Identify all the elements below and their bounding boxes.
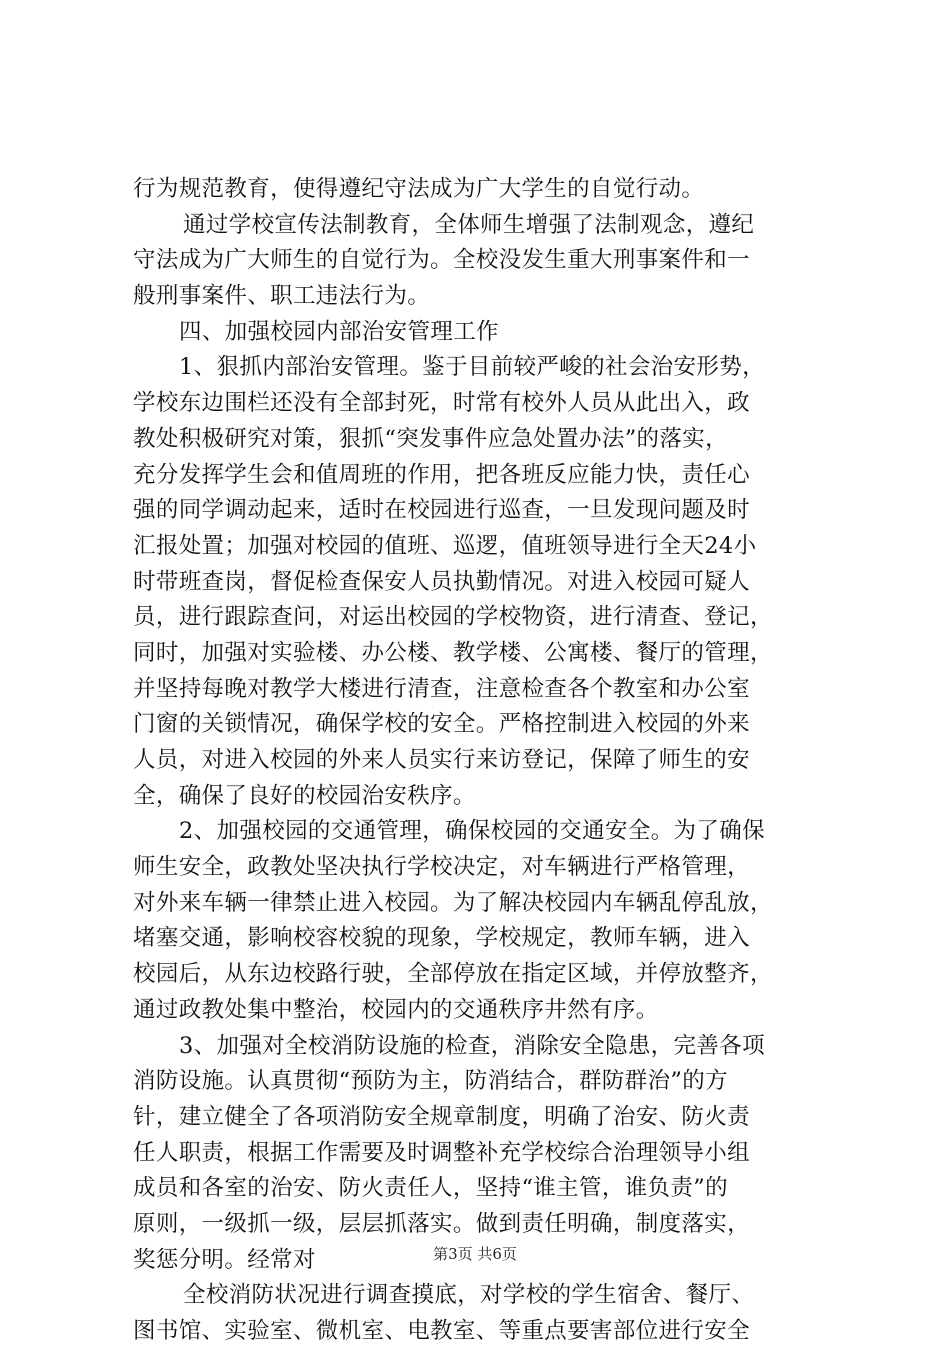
- text-line: 充分发挥学生会和值周班的作用，把各班反应能力快，责任心: [133, 461, 750, 488]
- text-line: 汇报处置；加强对校园的值班、巡逻，值班领导进行全天24小: [133, 532, 757, 559]
- text-line: 1、狠抓内部治安管理。鉴于目前较严峻的社会治安形势，: [179, 354, 765, 381]
- text-line: 校园后，从东边校路行驶，全部停放在指定区域，并停放整齐，: [133, 961, 773, 988]
- document-body: [133, 172, 833, 1350]
- text-line: 般刑事案件、职工违法行为。: [133, 283, 431, 310]
- text-line: 四、加强校园内部治安管理工作: [179, 318, 499, 345]
- text-line: 并坚持每晚对教学大楼进行清查，注意检查各个教室和办公室: [133, 675, 750, 702]
- text-line: 全校消防状况进行调查摸底，对学校的学生宿舍、餐厅、: [183, 1282, 755, 1309]
- text-line: 任人职责，根据工作需要及时调整补充学校综合治理领导小组: [133, 1139, 750, 1166]
- text-line: 堵塞交通，影响校容校貌的现象，学校规定，教师车辆，进入: [133, 925, 750, 952]
- text-line: 师生安全，政教处坚决执行学校决定，对车辆进行严格管理，: [133, 854, 750, 881]
- text-line: 图书馆、实验室、微机室、电教室、等重点要害部位进行安全: [133, 1318, 750, 1344]
- text-line: 针，建立健全了各项消防安全规章制度，明确了治安、防火责: [133, 1103, 750, 1130]
- text-line: 2、加强校园的交通管理，确保校园的交通安全。为了确保: [179, 818, 765, 845]
- text-line: 学校东边围栏还没有全部封死，时常有校外人员从此出入，政: [133, 390, 750, 417]
- text-line: 通过政教处集中整治，校园内的交通秩序井然有序。: [133, 996, 659, 1023]
- text-line: 全，确保了良好的校园治安秩序。: [133, 782, 476, 809]
- text-line: 门窗的关锁情况，确保学校的安全。严格控制进入校园的外来: [133, 711, 750, 738]
- text-line: 员，进行跟踪查问，对运出校园的学校物资，进行清查、登记，: [133, 604, 773, 631]
- text-line: 消防设施。认真贯彻“预防为主，防消结合，群防群治”的方: [133, 1068, 728, 1095]
- text-line: 教处积极研究对策，狠抓“突发事件应急处置办法”的落实，: [133, 425, 728, 452]
- page-footer: 第3页 共6页: [433, 1245, 517, 1263]
- text-line: 守法成为广大师生的自觉行为。全校没发生重大刑事案件和一: [133, 247, 750, 274]
- text-line: 通过学校宣传法制教育，全体师生增强了法制观念，遵纪: [183, 211, 755, 238]
- text-line: 原则，一级抓一级，层层抓落实。做到责任明确，制度落实，: [133, 1210, 750, 1237]
- text-line: 人员，对进入校园的外来人员实行来访登记，保障了师生的安: [133, 747, 750, 773]
- text-line: 奖惩分明。经常对: [133, 1246, 316, 1273]
- text-line: 同时，加强对实验楼、办公楼、教学楼、公寓楼、餐厅的管理，: [133, 639, 773, 666]
- text-line: 强的同学调动起来，适时在校园进行巡查，一旦发现问题及时: [133, 497, 750, 524]
- text-line: 时带班查岗，督促检查保安人员执勤情况。对进入校园可疑人: [133, 568, 750, 595]
- text-line: 3、加强对全校消防设施的检查，消除安全隐患，完善各项: [179, 1032, 765, 1059]
- text-line: 对外来车辆一律禁止进入校园。为了解决校园内车辆乱停乱放，: [133, 889, 773, 916]
- text-line: 成员和各室的治安、防火责任人，坚持“谁主管，谁负责”的: [133, 1175, 728, 1202]
- text-line: 行为规范教育，使得遵纪守法成为广大学生的自觉行动。: [133, 176, 705, 202]
